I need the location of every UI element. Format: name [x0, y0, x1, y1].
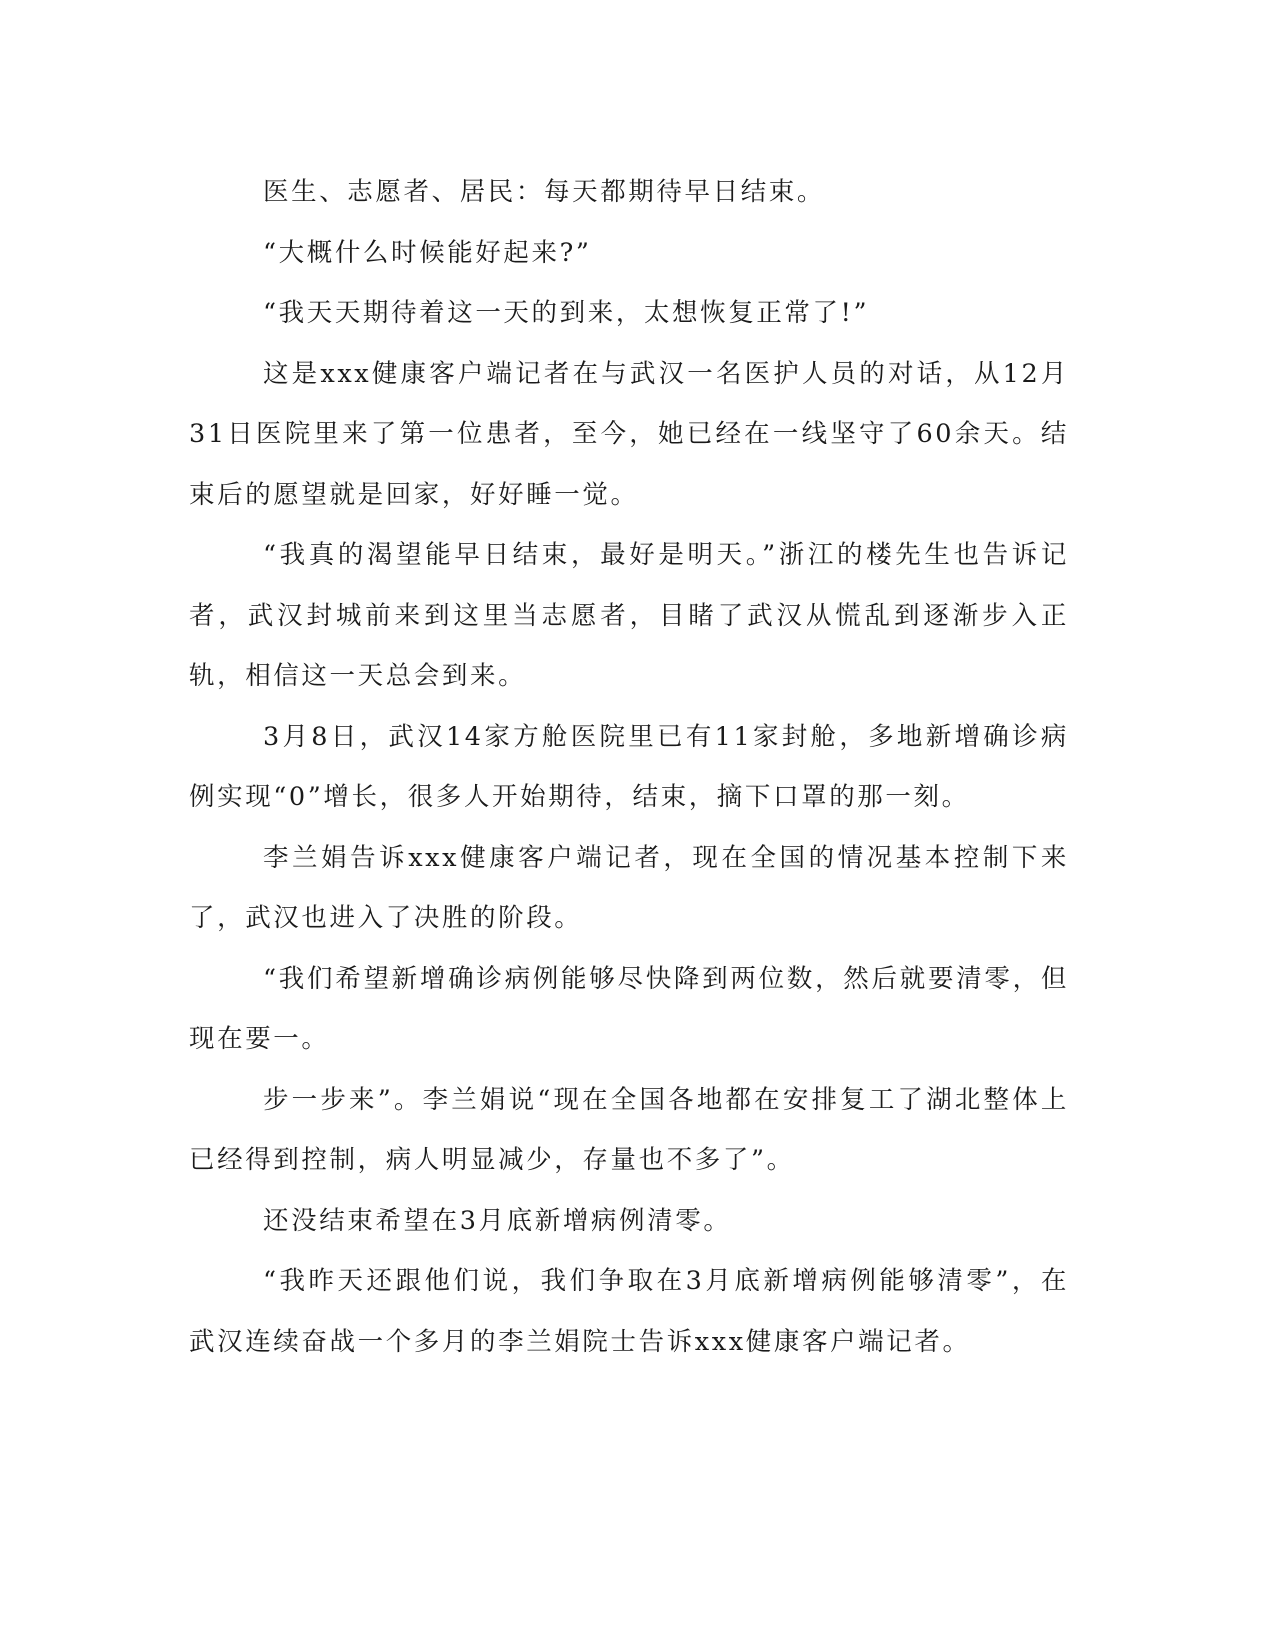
paragraph: 还没结束希望在3月底新增病例清零。	[263, 1205, 732, 1236]
paragraph: 3月8日，武汉14家方舱医院里已有11家封舱，多地新增确诊病例实现“0”增长，很多人开始期待，结束，摘下口罩的那一刻。	[189, 721, 1069, 812]
paragraph: “我昨天还跟他们说，我们争取在3月底新增病例能够清零”，在武汉连续奋战一个多月的李兰娟院士告诉xxx健康客户端记者。	[189, 1266, 1069, 1357]
article-body	[189, 162, 1069, 1372]
paragraph: “我真的渴望能早日结束，最好是明天。”浙江的楼先生也告诉记者，武汉封城前来到这里当志愿者，目睹了武汉从慌乱到逐渐步入正轨，相信这一天总会到来。	[189, 540, 1069, 691]
paragraph: “我们希望新增确诊病例能够尽快降到两位数，然后就要清零，但现在要一。	[189, 963, 1069, 1054]
paragraph: 李兰娟告诉xxx健康客户端记者，现在全国的情况基本控制下来了，武汉也进入了决胜的阶段。	[189, 842, 1069, 933]
paragraph: “大概什么时候能好起来?”	[263, 237, 592, 268]
paragraph: 这是xxx健康客户端记者在与武汉一名医护人员的对话，从12月31日医院里来了第一位患者，至今，她已经在一线坚守了60余天。结束后的愿望就是回家，好好睡一觉。	[189, 358, 1069, 510]
paragraph: “我天天期待着这一天的到来，太想恢复正常了!”	[263, 298, 870, 328]
paragraph: 步一步来”。李兰娟说“现在全国各地都在安排复工了湖北整体上已经得到控制，病人明显减少，存量也不多了”。	[189, 1084, 1069, 1175]
paragraph: 医生、志愿者、居民：每天都期待早日结束。	[263, 177, 826, 207]
